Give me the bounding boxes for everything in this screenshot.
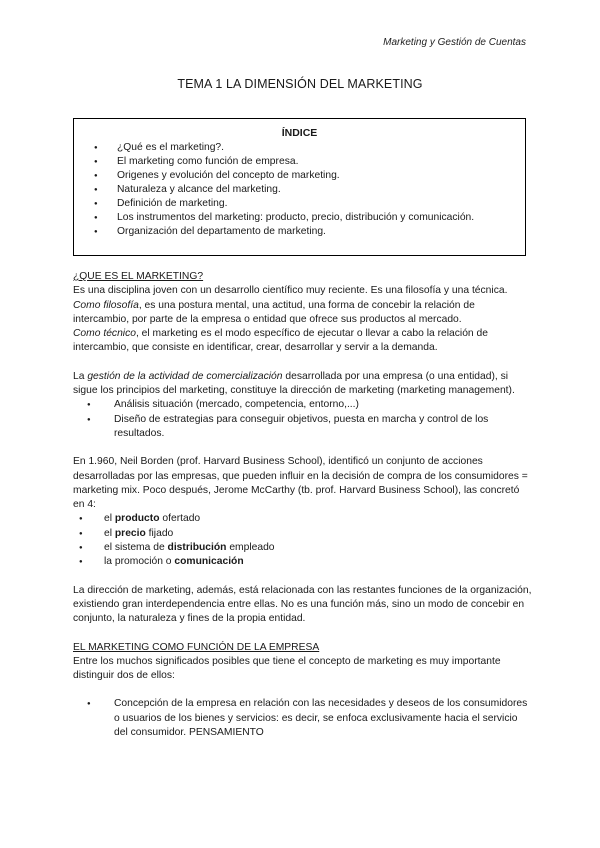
emphasis: gestión de la actividad de comercialización: [87, 370, 283, 382]
list-item: ● el precio fijado: [73, 527, 533, 541]
index-item: ● Naturaleza y alcance del marketing.: [94, 183, 474, 197]
emphasis: Como filosofía: [73, 299, 139, 311]
paragraph: [73, 299, 533, 328]
index-item: ● ¿Qué es el marketing?.: [94, 141, 474, 155]
paragraph: [73, 370, 533, 399]
list-item: ● la promoción o comunicación: [73, 555, 533, 569]
term-comunicacion: comunicación: [174, 556, 244, 568]
term-distribucion: distribución: [167, 542, 227, 554]
paragraph-text: , es una postura mental, una actitud, una forma de concebir la relación de intercambio, por parte de la empresa o entidad que ofrece sus productos al mercado.: [73, 299, 475, 325]
term-producto: producto: [114, 513, 160, 525]
section-heading-funcion: EL MARKETING COMO FUNCIÓN DE LA EMPRESA: [73, 641, 320, 653]
document-body: [73, 270, 533, 740]
paragraph: En 1.960, Neil Borden (prof. Harvard Business School), identificó un conjunto de acciones desarrolladas por las empresas, que pueden influir en la decisión de compra de los consumidores = marketing mix. Poco después, Jerome McCarthy (tb. prof. Harvard Business School), las concretó en 4:: [73, 456, 528, 511]
emphasis: Como técnico: [73, 328, 136, 340]
list-item: ● el producto ofertado: [73, 512, 533, 526]
index-box: [73, 118, 526, 256]
index-heading: ÍNDICE: [281, 127, 318, 139]
bullet-list: [73, 398, 533, 441]
paragraph: [73, 327, 533, 356]
list-item: ● el sistema de distribución empleado: [73, 541, 533, 555]
paragraph-text: La: [73, 370, 88, 382]
list-item: ● Concepción de la empresa en relación con las necesidades y deseos de los consumidores o usuarios de los bienes y servicios: es decir, se enfoca exclusivamente hacia el servicio del consumidor. PENSAMIENTO: [73, 697, 533, 740]
paragraph: Entre los muchos significados posibles que tiene el concepto de marketing es muy importante distinguir dos de ellos:: [73, 655, 501, 682]
paragraph-text: , el marketing es el modo específico de ejecutar o llevar a cabo la relación de intercambio, que consiste en identificar, crear, desarrollar y servir a la demanda.: [73, 328, 488, 354]
index-item: ● El marketing como función de empresa.: [94, 155, 474, 169]
index-item: ● Origenes y evolución del concepto de marketing.: [94, 169, 474, 183]
section-heading-que-es: ¿QUE ES EL MARKETING?: [73, 271, 204, 282]
index-list: [94, 141, 474, 239]
bullet-list: [73, 697, 533, 740]
marketing-mix-list: [73, 512, 533, 569]
index-item: ● Organización del departamento de marketing.: [94, 225, 474, 239]
running-header: Marketing y Gestión de Cuentas: [383, 37, 526, 48]
index-item: ● Definición de marketing.: [94, 197, 474, 211]
paragraph-text: desarrollada por una empresa (o una entidad), si sigue los principios del marketing, constituye la dirección de marketing (marketing management).: [73, 370, 515, 397]
paragraph: La dirección de marketing, además, está relacionada con las restantes funciones de la organización, existiendo gran interdependencia entre ellas. No es una función más, sino un modo de concebir en conjunto, la naturaleza y fines de la propia entidad.: [73, 584, 532, 625]
term-precio: precio: [114, 527, 146, 539]
list-item: ● Diseño de estrategias para conseguir objetivos, puesta en marcha y control de los resultados.: [73, 413, 533, 442]
index-item: ● Los instrumentos del marketing: producto, precio, distribución y comunicación.: [94, 211, 474, 225]
page-title: TEMA 1 LA DIMENSIÓN DEL MARKETING: [177, 77, 423, 91]
list-item: ● Análisis situación (mercado, competencia, entorno,...): [73, 398, 533, 412]
paragraph: Es una disciplina joven con un desarrollo científico muy reciente. Es una filosofía y una técnica.: [73, 285, 508, 297]
